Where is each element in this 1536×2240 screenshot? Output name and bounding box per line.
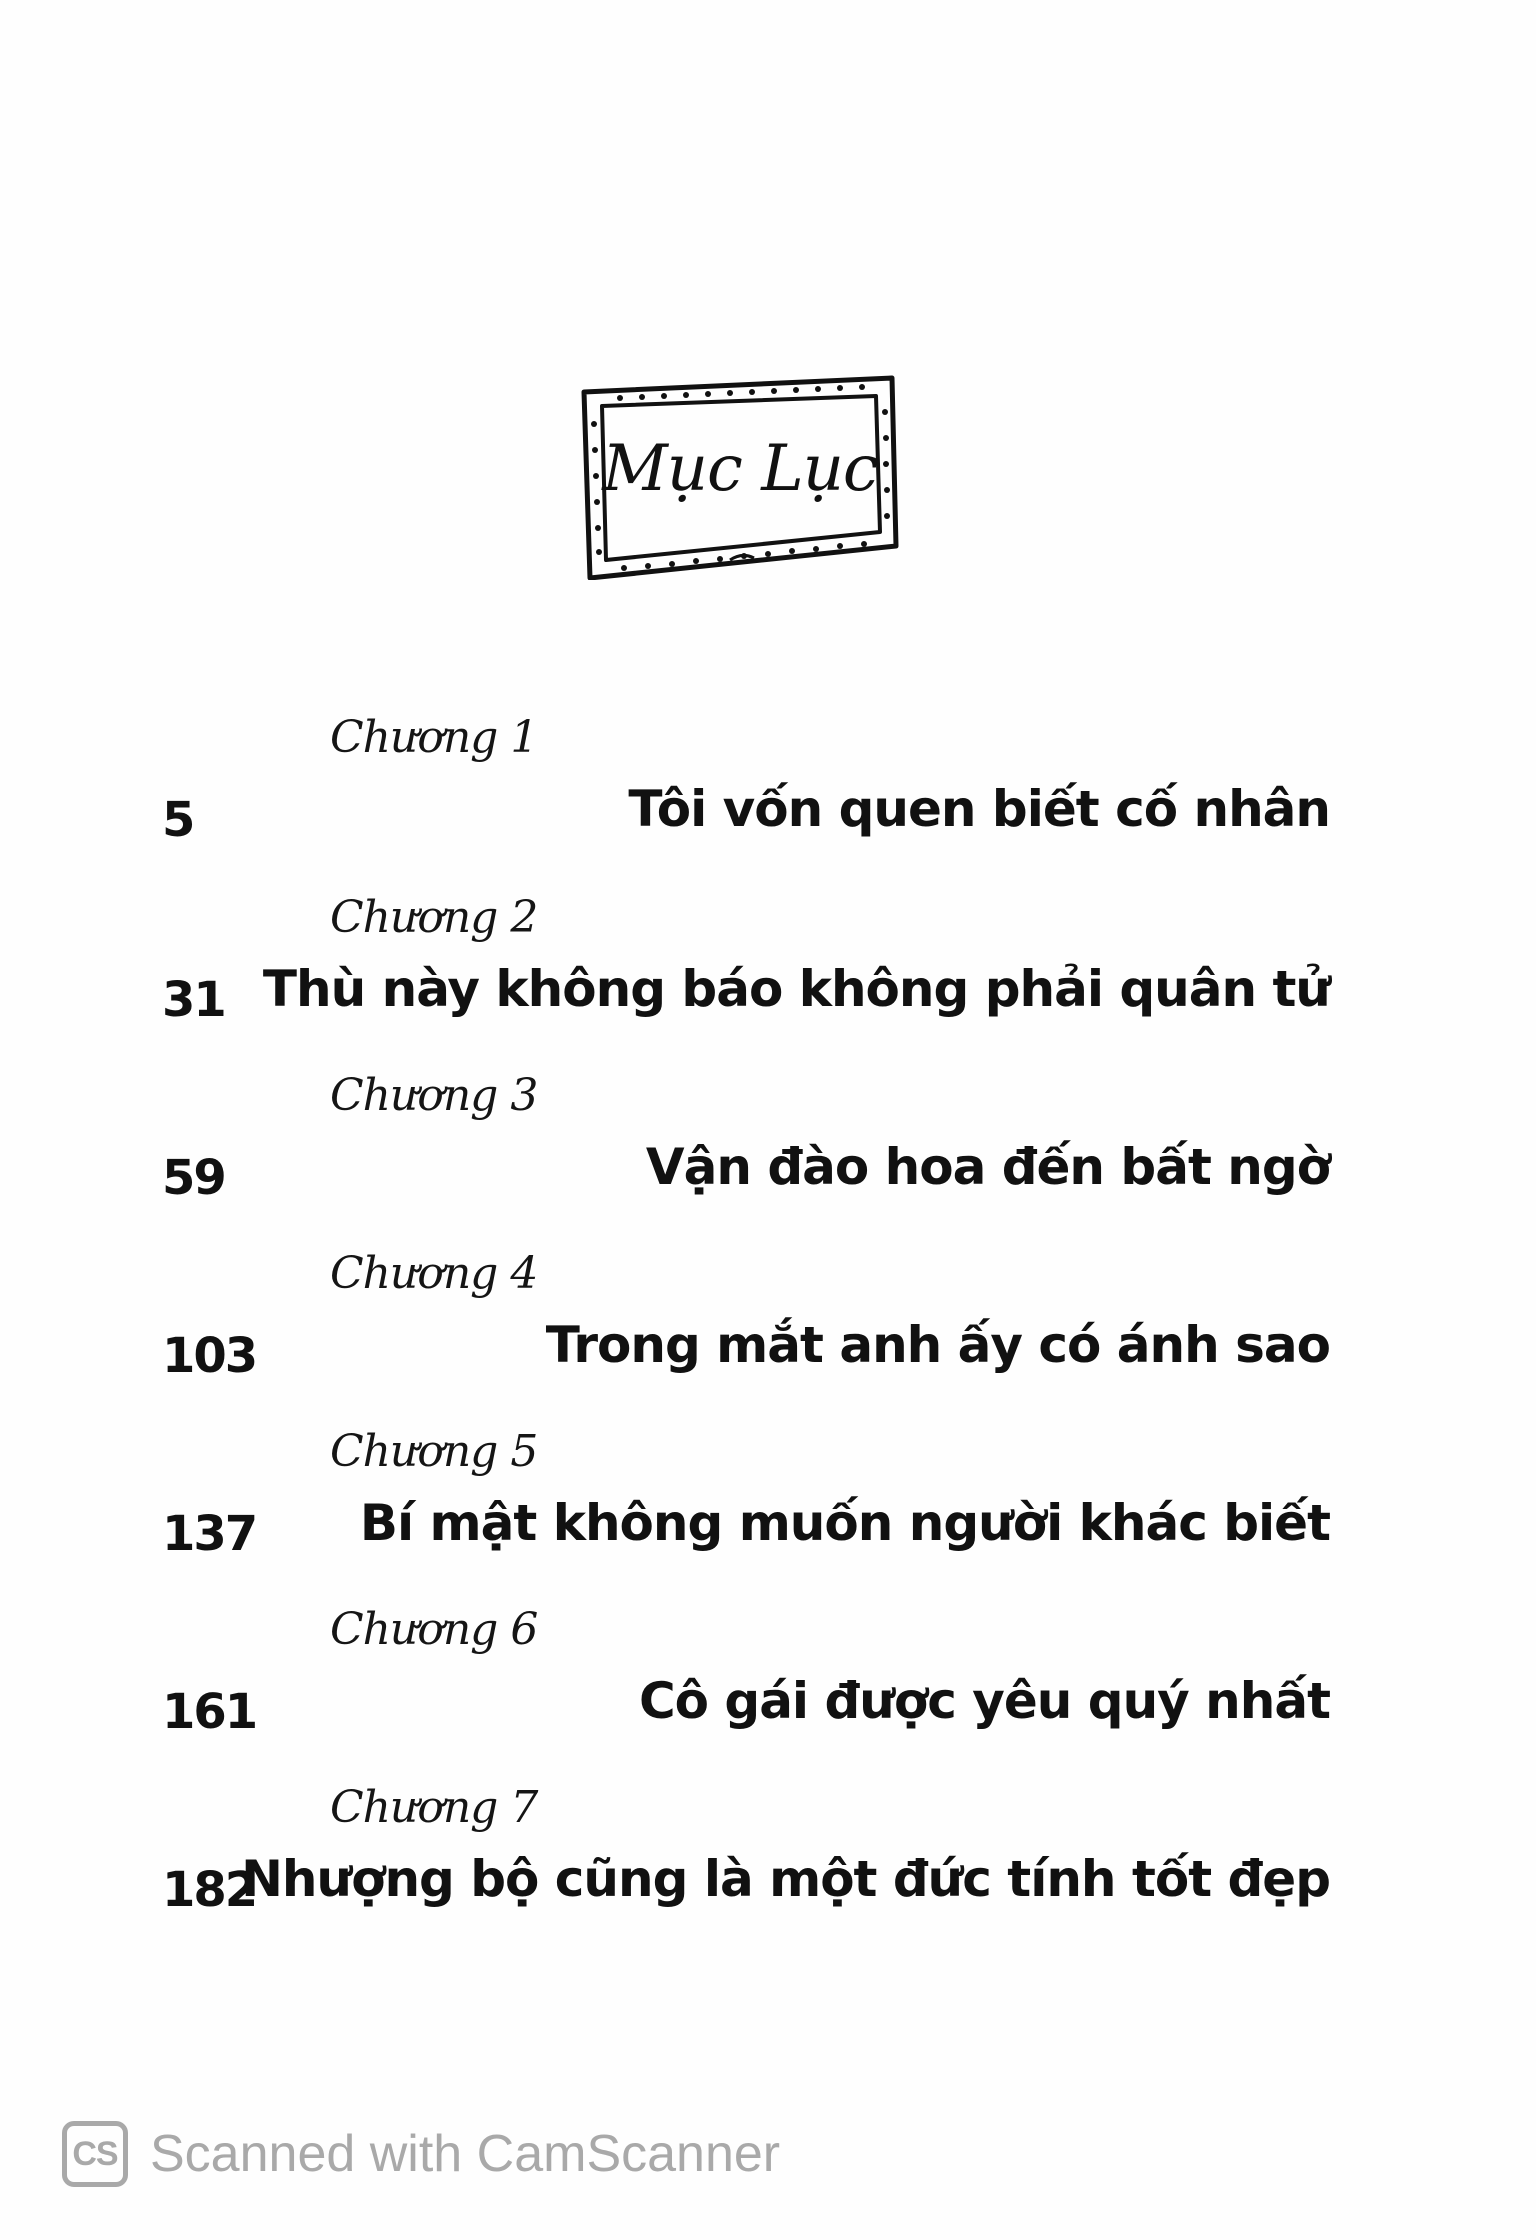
chapter-label: Chương 2 bbox=[330, 892, 538, 943]
chapter-label: Chương 1 bbox=[330, 712, 538, 763]
chapter-title: Vận đào hoa đến bất ngờ bbox=[645, 1138, 1330, 1196]
toc-entry[interactable] bbox=[0, 1426, 1536, 1606]
toc-entry[interactable] bbox=[0, 892, 1536, 1072]
toc-entry[interactable] bbox=[0, 712, 1536, 892]
page-title: Mục Lục bbox=[602, 432, 878, 506]
scanner-watermark bbox=[62, 2114, 780, 2194]
chapter-label: Chương 4 bbox=[330, 1248, 538, 1299]
toc-entry[interactable] bbox=[0, 1248, 1536, 1428]
chapter-label: Chương 5 bbox=[330, 1426, 538, 1477]
page-number: 103 bbox=[162, 1328, 257, 1384]
toc-entry[interactable] bbox=[0, 1604, 1536, 1784]
chapter-label: Chương 3 bbox=[330, 1070, 538, 1121]
watermark-text: Scanned with CamScanner bbox=[150, 2125, 781, 2183]
toc-entry[interactable] bbox=[0, 1782, 1536, 1962]
chapter-title: Thù này không báo không phải quân tử bbox=[262, 960, 1330, 1018]
toc-entry[interactable] bbox=[0, 1070, 1536, 1250]
page-number: 5 bbox=[162, 792, 194, 848]
page-number: 137 bbox=[162, 1506, 257, 1562]
chapter-title: Cô gái được yêu quý nhất bbox=[638, 1672, 1330, 1730]
page-number: 59 bbox=[162, 1150, 225, 1206]
page-number: 161 bbox=[162, 1684, 257, 1740]
chapter-label: Chương 6 bbox=[330, 1604, 538, 1655]
page-number: 182 bbox=[162, 1862, 257, 1918]
chapter-title: Bí mật không muốn người khác biết bbox=[359, 1494, 1330, 1552]
chapter-title: Trong mắt anh ấy có ánh sao bbox=[545, 1316, 1330, 1374]
page-number: 31 bbox=[162, 972, 225, 1028]
chapter-title: Nhượng bộ cũng là một đức tính tốt đẹp bbox=[241, 1850, 1330, 1908]
camscanner-logo-icon: CS bbox=[62, 2121, 128, 2187]
chapter-title: Tôi vốn quen biết cố nhân bbox=[628, 780, 1330, 838]
chapter-label: Chương 7 bbox=[330, 1782, 538, 1833]
